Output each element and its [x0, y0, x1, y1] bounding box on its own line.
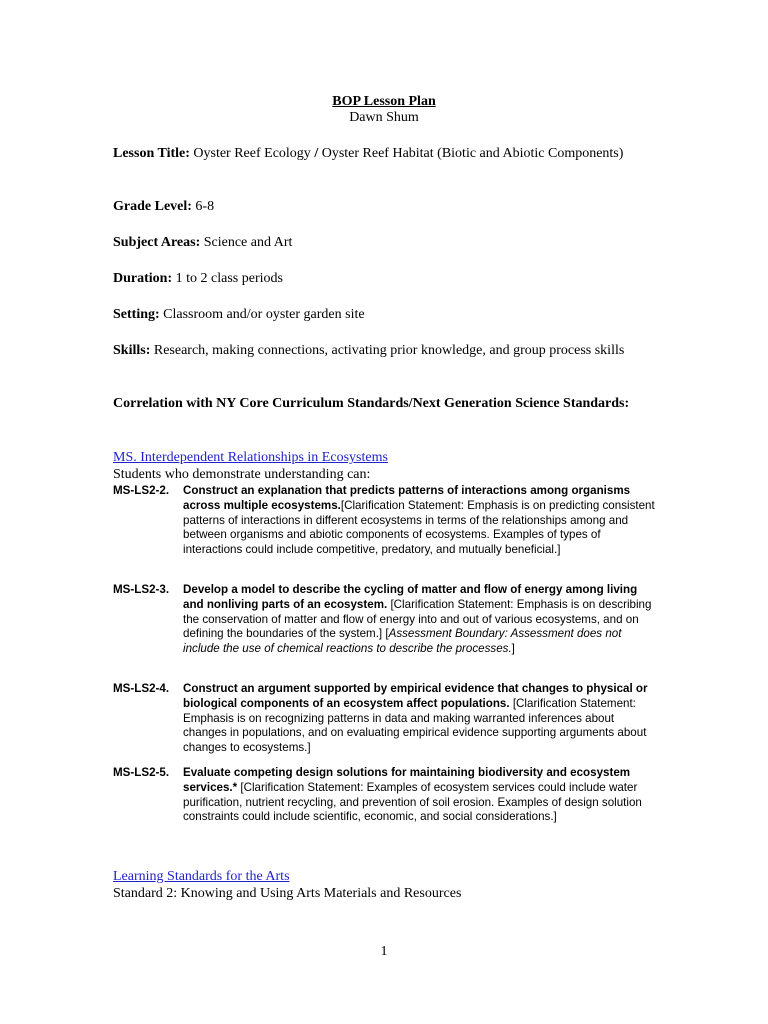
lesson-title-field	[113, 145, 653, 163]
standard-lead: Evaluate competing design solutions for maintaining biodiversity and ecosystem services.*	[183, 766, 631, 794]
standard-description	[183, 583, 658, 657]
standard-code: MS-LS2-2.	[113, 484, 170, 497]
standard-code: MS-LS2-4.	[113, 682, 170, 695]
page-number: 1	[380, 944, 388, 959]
arts-standard: Standard 2: Knowing and Using Arts Materials and Resources	[113, 886, 462, 901]
standard-note: [Clarification Statement: Emphasis is on recognizing patterns in data and making warranted inferences about changes in populations, and on evaluating empirical evidence supporting arguments about changes to ecosystems.]	[183, 696, 647, 755]
skills-field	[113, 342, 653, 360]
lesson-title-b: Oyster Reef Habitat (Biotic and Abiotic Components)	[321, 146, 624, 161]
standard-description	[183, 484, 658, 558]
standard-code: MS-LS2-5.	[113, 766, 170, 779]
standard-item	[113, 484, 658, 558]
skills-label: Skills:	[113, 343, 151, 358]
arts-section-link-wrap	[113, 868, 290, 885]
correlation-heading	[113, 395, 633, 413]
correlation-label: Correlation with NY Core Curriculum Standards/Next Generation Science Standards:	[113, 396, 630, 411]
standard-note: [Clarification Statement: Examples of ecosystem services could include water purification, nutrient recycling, and prevention of soil erosion. Examples of design solution constraints could include scientific, economic, and social considerations.]	[183, 780, 642, 824]
lesson-title-separator: /	[314, 146, 319, 161]
standard-note-italic: Assessment Boundary: Assessment does not include the use of chemical reactions to describe the processes.	[183, 627, 622, 656]
standard-description	[183, 766, 658, 825]
duration-value: 1 to 2 class periods	[175, 271, 283, 286]
lesson-title-label: Lesson Title:	[113, 146, 190, 161]
ms-section-link[interactable]: MS. Interdependent Relationships in Ecosystems	[113, 450, 388, 465]
standard-item	[113, 682, 658, 756]
duration-field	[113, 270, 653, 288]
arts-section-link[interactable]: Learning Standards for the Arts	[113, 869, 290, 884]
standard-item	[113, 766, 658, 825]
standard-note: [Clarification Statement: Emphasis is on predicting consistent patterns of interactions in different ecosystems in terms of the relationships among and between organisms and abiotic components of ecosystems. Examples of types of interactions could include competitive, predatory, and mutually beneficial.]	[183, 498, 655, 557]
subject-areas-field	[113, 234, 653, 252]
standard-description	[183, 682, 658, 756]
subject-areas-label: Subject Areas:	[113, 235, 201, 250]
setting-value: Classroom and/or oyster garden site	[163, 307, 365, 322]
grade-level-label: Grade Level:	[113, 199, 192, 214]
grade-level-field	[113, 198, 653, 216]
grade-level-value: 6-8	[195, 199, 215, 214]
document-title: BOP Lesson Plan	[332, 94, 436, 109]
standard-code: MS-LS2-3.	[113, 583, 170, 596]
standard-note-end: ]	[511, 642, 515, 656]
standard-item	[113, 583, 658, 657]
standard-lead: Construct an explanation that predicts patterns of interactions among organisms across multiple ecosystems.	[183, 484, 631, 512]
duration-label: Duration:	[113, 271, 173, 286]
standard-lead: Develop a model to describe the cycling of matter and flow of energy among living and nonliving parts of an ecosystem.	[183, 583, 638, 611]
document-author: Dawn Shum	[349, 110, 419, 125]
setting-field	[113, 306, 653, 324]
ms-section-link-wrap	[113, 449, 388, 466]
document-header	[0, 94, 768, 126]
standard-note: [Clarification Statement: Emphasis is on describing the conservation of matter and flow of energy into and out of various ecosystems, and on defining the boundaries of the system.] [	[183, 597, 652, 641]
lesson-title-a: Oyster Reef Ecology	[193, 146, 311, 161]
standard-lead: Construct an argument supported by empirical evidence that changes to physical or biological components of an ecosystem affect populations.	[183, 682, 648, 710]
subject-areas-value: Science and Art	[203, 235, 293, 250]
ms-section-intro: Students who demonstrate understanding can:	[113, 467, 371, 482]
skills-value: Research, making connections, activating prior knowledge, and group process skills	[153, 343, 625, 358]
setting-label: Setting:	[113, 307, 160, 322]
